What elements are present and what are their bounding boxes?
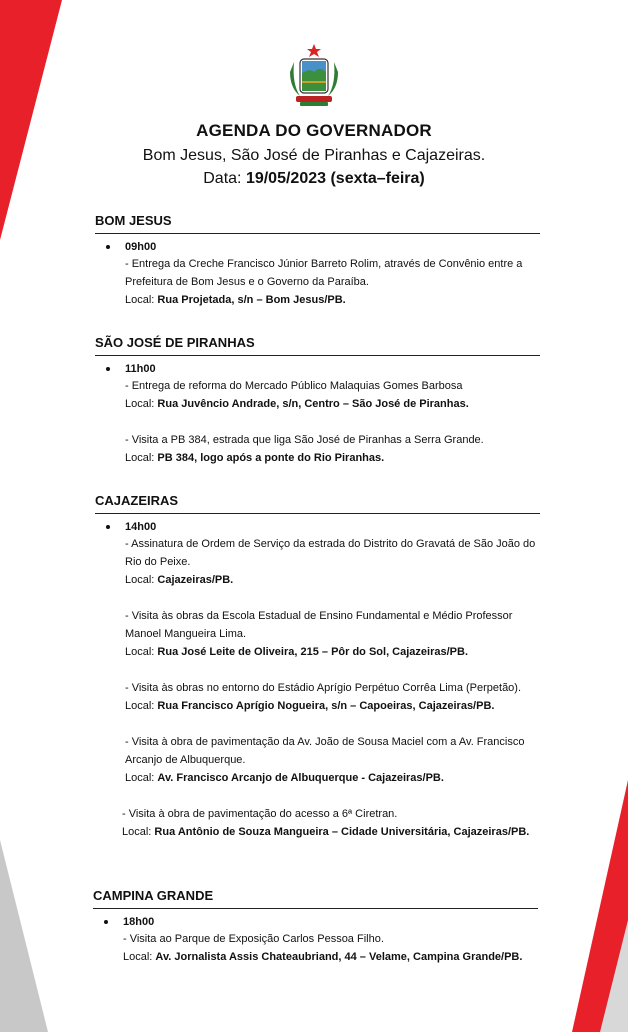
- event-description: - Visita ao Parque de Exposição Carlos Pessoa Filho.: [123, 933, 384, 945]
- location-value: Rua Francisco Aprígio Nogueira, s/n – Capoeiras, Cajazeiras/PB.: [157, 700, 495, 712]
- event-description: - Visita à obra de pavimentação do acesso a 6ª Ciretran.: [122, 808, 398, 820]
- section-cajazeiras: [95, 493, 540, 841]
- section-heading: SÃO JOSÉ DE PIRANHAS: [95, 335, 540, 356]
- section-heading: CAJAZEIRAS: [95, 493, 540, 514]
- section-campina-grande: [93, 888, 538, 966]
- section-bom-jesus: [95, 213, 540, 309]
- event-description: - Visita às obras no entorno do Estádio Aprígio Perpétuo Corrêa Lima (Perpetão).: [125, 682, 522, 694]
- event-location: [125, 646, 468, 658]
- event-location: [125, 700, 494, 712]
- event-location: [122, 826, 529, 838]
- date-value: 19/05/2023 (sexta–feira): [245, 170, 425, 187]
- event-time: 09h00: [95, 239, 540, 255]
- corner-decoration-bottom-right: [560, 760, 628, 1032]
- event-time: 11h00: [95, 361, 540, 377]
- location-label: Local:: [125, 700, 158, 712]
- location-value: Cajazeiras/PB.: [157, 574, 234, 586]
- agenda-date: [0, 170, 628, 188]
- event-item: [95, 805, 552, 841]
- event-item: [93, 930, 538, 966]
- location-value: PB 384, logo após a ponte do Rio Piranhas.: [157, 452, 385, 464]
- event-location: [125, 772, 444, 784]
- location-value: Rua José Leite de Oliveira, 215 – Pôr do Sol, Cajazeiras/PB.: [157, 646, 468, 658]
- location-label: Local:: [125, 646, 158, 658]
- event-description: - Assinatura de Ordem de Serviço da estrada do Distrito do Gravatá de São João do Rio do Peixe.: [125, 538, 536, 568]
- page-title: AGENDA DO GOVERNADOR: [196, 121, 432, 140]
- event-item: [95, 535, 540, 589]
- event-description: - Visita às obras da Escola Estadual de Ensino Fundamental e Médio Professor Manoel Mangueira Lima.: [125, 610, 513, 640]
- event-item: [95, 607, 540, 661]
- section-heading: BOM JESUS: [95, 213, 540, 234]
- event-description: - Entrega de reforma do Mercado Público Malaquias Gomes Barbosa: [125, 380, 463, 392]
- location-value: Av. Jornalista Assis Chateaubriand, 44 – Velame, Campina Grande/PB.: [155, 951, 523, 963]
- section-heading: CAMPINA GRANDE: [93, 888, 538, 909]
- location-value: Av. Francisco Arcanjo de Albuquerque - Cajazeiras/PB.: [157, 772, 444, 784]
- event-item: [95, 255, 540, 309]
- event-item: [95, 431, 540, 467]
- event-description: - Visita à obra de pavimentação da Av. João de Sousa Maciel com a Av. Francisco Arcanjo de Albuquerque.: [125, 736, 525, 766]
- date-label: Data:: [203, 170, 246, 187]
- event-item: [95, 377, 540, 413]
- location-label: Local:: [123, 951, 156, 963]
- state-coat-of-arms-icon: [286, 44, 342, 110]
- location-label: Local:: [125, 574, 158, 586]
- location-label: Local:: [125, 452, 158, 464]
- location-label: Local:: [125, 294, 158, 306]
- page-subtitle: Bom Jesus, São José de Piranhas e Cajazeiras.: [142, 147, 486, 164]
- event-item: [95, 679, 540, 715]
- event-location: [125, 574, 233, 586]
- location-label: Local:: [125, 772, 158, 784]
- event-time: 18h00: [93, 914, 538, 930]
- event-time: 14h00: [95, 519, 540, 535]
- section-sao-jose-de-piranhas: [95, 335, 540, 467]
- location-value: Rua Antônio de Souza Mangueira – Cidade Universitária, Cajazeiras/PB.: [154, 826, 530, 838]
- location-value: Rua Projetada, s/n – Bom Jesus/PB.: [157, 294, 346, 306]
- event-location: [123, 951, 522, 963]
- corner-decoration-bottom-left: [0, 760, 70, 1032]
- event-location: [125, 452, 384, 464]
- event-description: - Visita a PB 384, estrada que liga São José de Piranhas a Serra Grande.: [125, 434, 484, 446]
- location-label: Local:: [122, 826, 155, 838]
- event-description: - Entrega da Creche Francisco Júnior Barreto Rolim, através de Convênio entre a Prefeitura de Bom Jesus e o Governo da Paraíba.: [125, 258, 523, 288]
- event-item: [95, 733, 540, 787]
- event-location: [125, 398, 469, 410]
- location-value: Rua Juvêncio Andrade, s/n, Centro – São José de Piranhas.: [157, 398, 469, 410]
- location-label: Local:: [125, 398, 158, 410]
- event-location: [125, 294, 346, 306]
